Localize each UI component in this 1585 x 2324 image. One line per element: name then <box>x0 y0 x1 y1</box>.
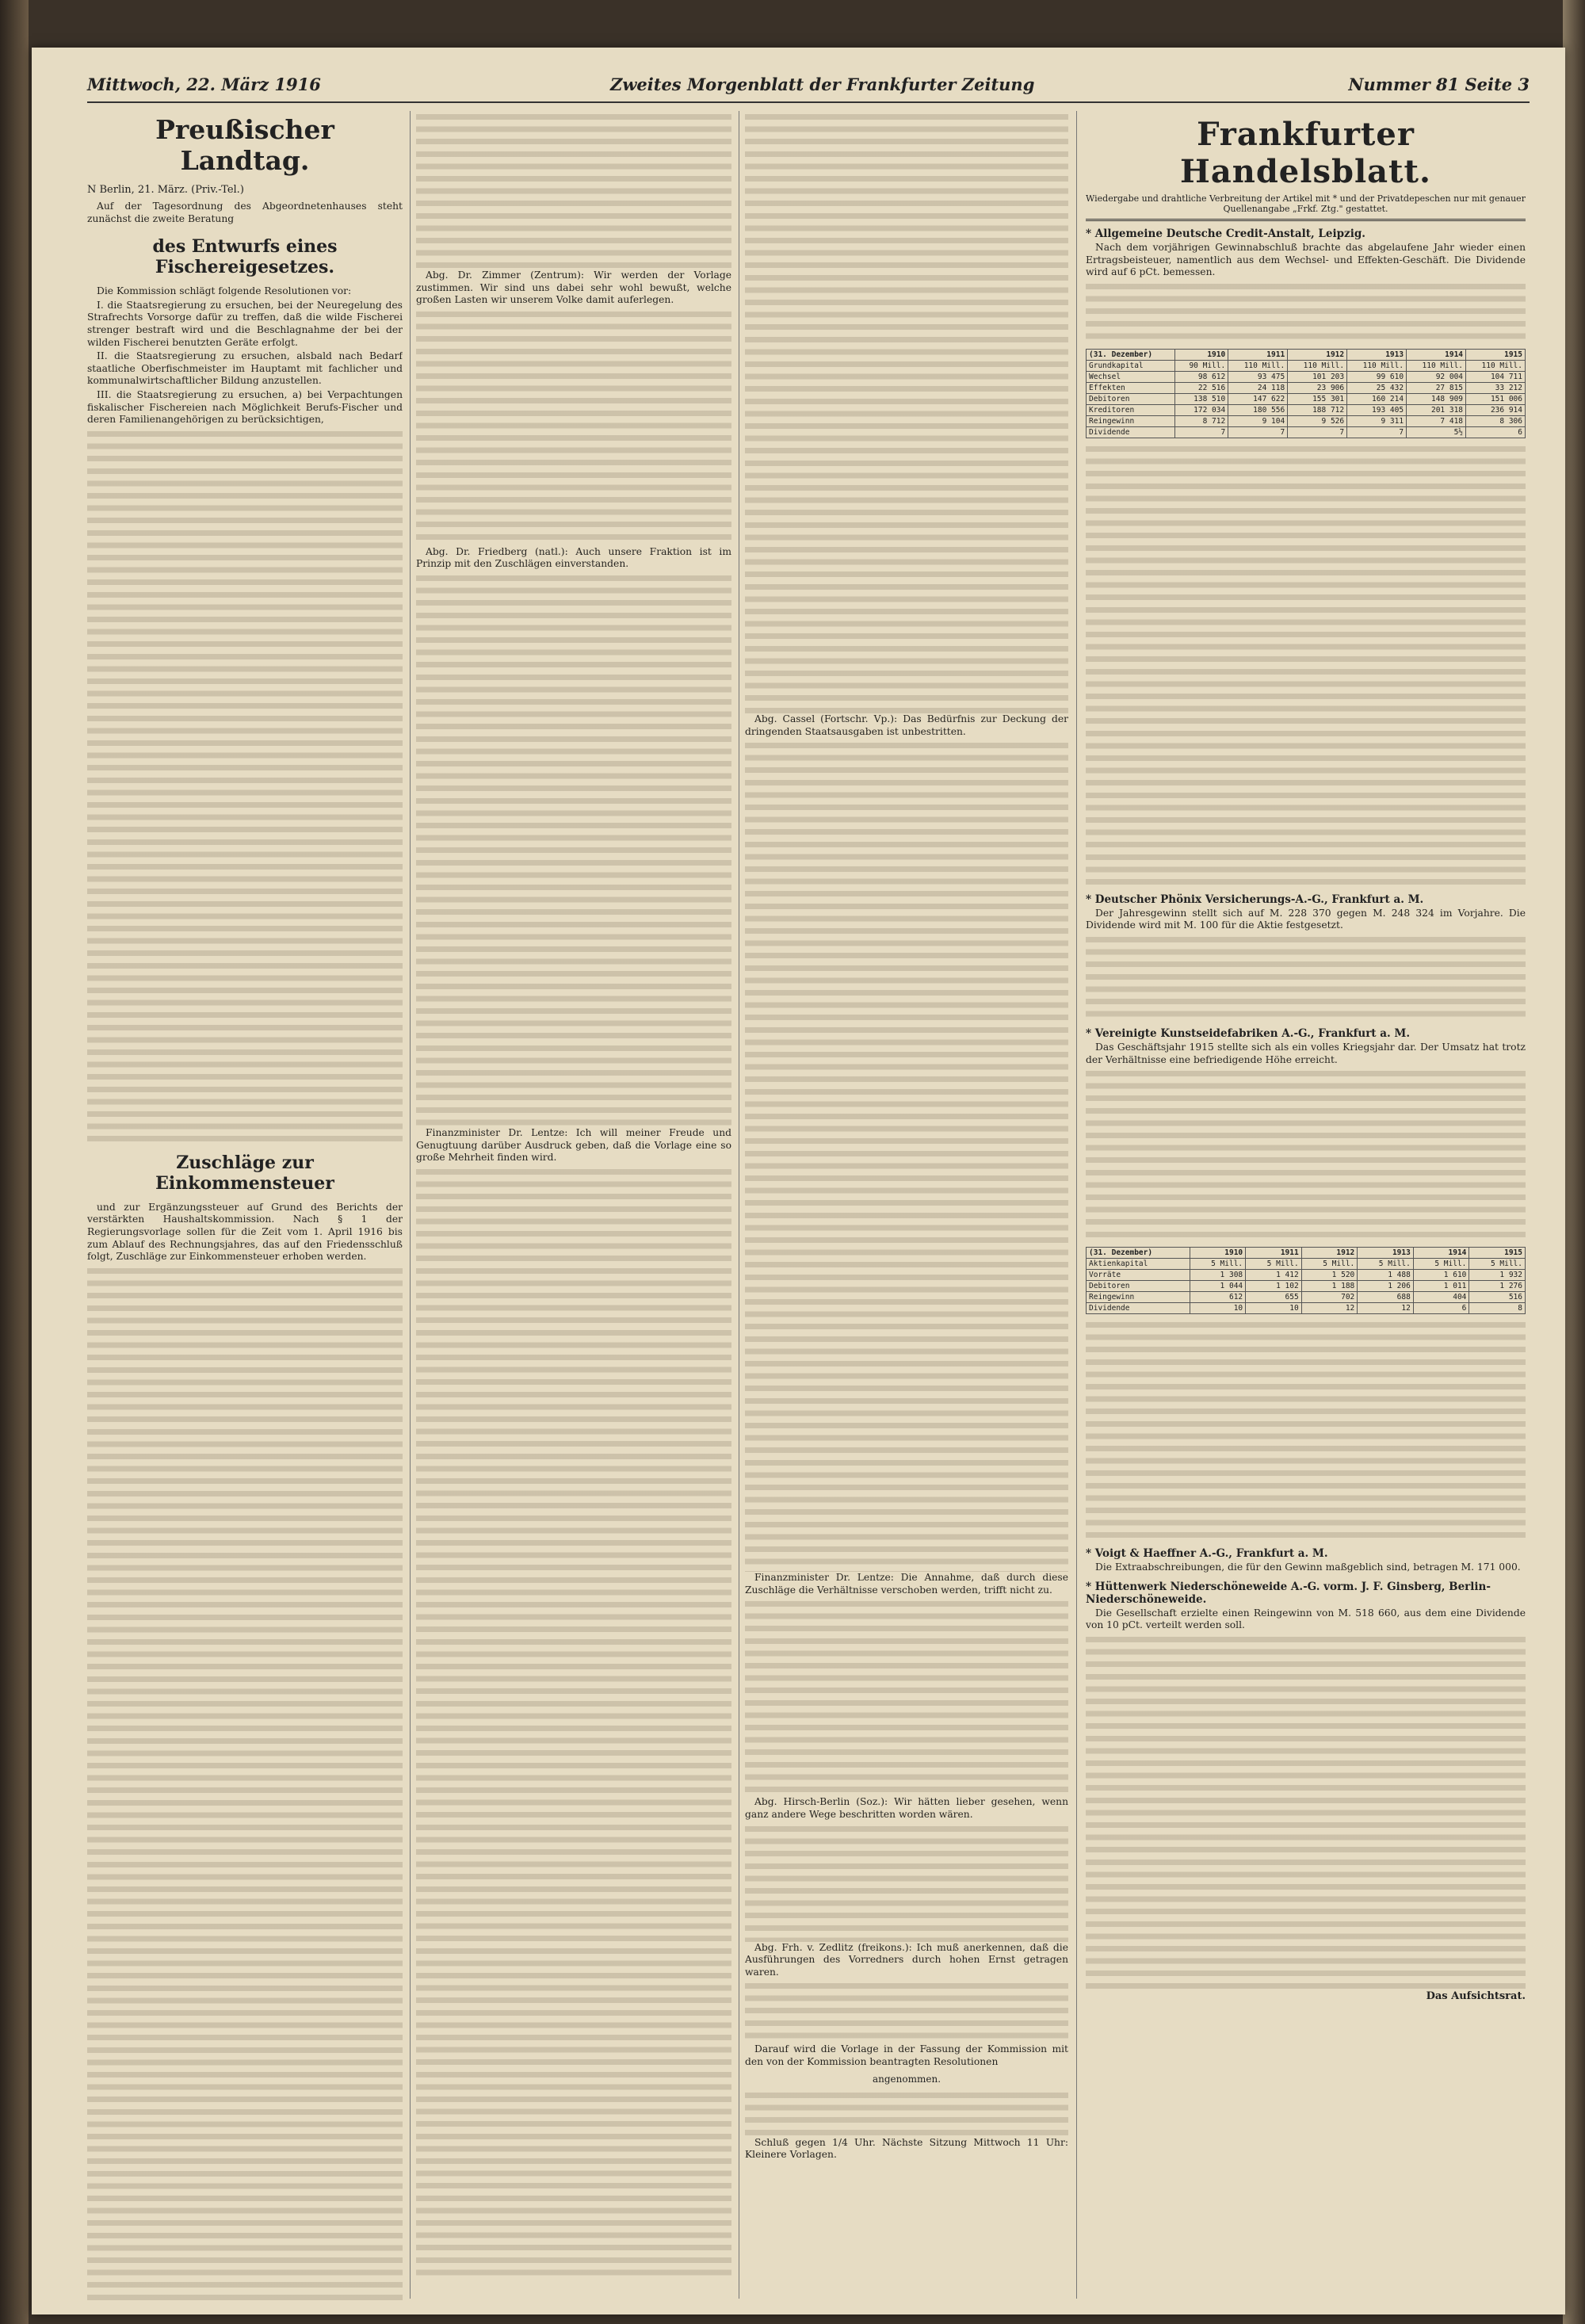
signoff: Das Aufsichtsrat. <box>1426 1990 1526 2002</box>
table-cell: 655 <box>1246 1292 1302 1303</box>
table-cell: 404 <box>1413 1292 1469 1303</box>
table-cell: 612 <box>1190 1292 1246 1303</box>
body-text-block <box>87 428 403 1141</box>
table-cell: 8 <box>1469 1303 1526 1314</box>
body-text-block <box>416 308 731 546</box>
header-page-number: Nummer 81 Seite 3 <box>1348 75 1530 94</box>
table-cell: 1 308 <box>1190 1270 1246 1281</box>
table-cell: 9 311 <box>1347 415 1407 426</box>
table-cell: 1 520 <box>1301 1270 1358 1281</box>
column-1 <box>87 111 403 2307</box>
body-text-block <box>745 2089 1068 2137</box>
table-header-cell: 1914 <box>1407 349 1466 360</box>
financial-table-1 <box>1086 349 1526 438</box>
column-4-handelsblatt <box>1086 111 1526 2307</box>
body-text-block <box>745 1980 1068 2043</box>
paragraph: Die Extraabschreibungen, die für den Gewinn maßgeblich sind, betragen M. 171 000. <box>1095 1561 1521 1573</box>
table-cell: 1 412 <box>1246 1270 1302 1281</box>
table-cell: 148 909 <box>1407 393 1466 404</box>
body-text-block <box>745 111 1068 713</box>
paragraph: Abg. Dr. Friedberg (natl.): Auch unsere Fraktion ist im Prinzip mit den Zuschlägen einverstanden. <box>416 545 731 570</box>
table-cell: 92 004 <box>1407 371 1466 382</box>
paragraph: Nach dem vorjährigen Gewinnabschluß brachte das abgelaufene Jahr wieder einen Ertragsbeisteuer, namentlich aus dem Wechsel- und Effekten-Geschäft. Die Dividende wird auf 6 pCt. bemessen. <box>1086 242 1526 278</box>
table-cell: 10 <box>1190 1303 1246 1314</box>
table-header-cell: 1914 <box>1413 1248 1469 1259</box>
table-cell: Debitoren <box>1087 393 1175 404</box>
column-3 <box>745 111 1068 2307</box>
table-cell: 7 418 <box>1407 415 1466 426</box>
paragraph: Finanzminister Dr. Lentze: Die Annahme, daß durch diese Zuschläge die Verhältnisse verschoben werden, trifft nicht zu. <box>745 1572 1068 1596</box>
table-cell: 1 488 <box>1358 1270 1414 1281</box>
table-cell: 23 906 <box>1288 382 1347 393</box>
table-cell: 98 612 <box>1174 371 1228 382</box>
table-cell: 1 932 <box>1469 1270 1526 1281</box>
body-text-block <box>745 1823 1068 1942</box>
notice-heading: * Deutscher Phönix Versicherungs-A.-G., Frankfurt a. M. <box>1086 893 1424 906</box>
table-row <box>1087 1281 1526 1292</box>
table-row <box>1087 393 1526 404</box>
body-text-block <box>416 1166 731 2276</box>
table-cell: 8 306 <box>1466 415 1526 426</box>
table-cell: 24 118 <box>1228 382 1288 393</box>
table-cell: 172 034 <box>1174 404 1228 415</box>
binding-edge <box>0 0 29 2324</box>
body-text-block <box>416 572 731 1127</box>
table-header-cell: 1910 <box>1174 349 1228 360</box>
financial-table-2 <box>1086 1247 1526 1314</box>
table-row <box>1087 426 1526 438</box>
table-cell: 5 Mill. <box>1413 1259 1469 1270</box>
paragraph: Die Kommission schlägt folgende Resolutionen vor: <box>97 285 352 297</box>
table-cell: 1 044 <box>1190 1281 1246 1292</box>
paragraph: II. die Staatsregierung zu ersuchen, alsbald nach Bedarf staatliche Oberfischmeister im Hauptamt mit fachlicher und kommunalwirtschaftlicher Bildung anzustellen. <box>87 350 403 387</box>
table-cell: 110 Mill. <box>1228 360 1288 371</box>
table-cell: 1 011 <box>1413 1281 1469 1292</box>
table-cell: 1 610 <box>1413 1270 1469 1281</box>
table-cell: Debitoren <box>1087 1281 1190 1292</box>
table-cell: 193 405 <box>1347 404 1407 415</box>
table-header-cell: 1915 <box>1469 1248 1526 1259</box>
table-cell: 25 432 <box>1347 382 1407 393</box>
table-cell: 6 <box>1466 426 1526 438</box>
table-cell: 27 815 <box>1407 382 1466 393</box>
table-cell: 5 Mill. <box>1246 1259 1302 1270</box>
table-cell: 155 301 <box>1288 393 1347 404</box>
table-cell: 110 Mill. <box>1466 360 1526 371</box>
body-text-block <box>1086 1068 1526 1242</box>
table-cell: 180 556 <box>1228 404 1288 415</box>
paragraph: Darauf wird die Vorlage in der Fassung der Kommission mit den von der Kommission beantragten Resolutionen <box>745 2043 1068 2067</box>
paragraph: Abg. Frh. v. Zedlitz (freikons.): Ich muß anerkennen, daß die Ausführungen des Vorredners durch hohen Ernst getragen waren. <box>745 1941 1068 1978</box>
table-cell: 33 212 <box>1466 382 1526 393</box>
table-row <box>1087 1303 1526 1314</box>
table-header-cell: 1915 <box>1466 349 1526 360</box>
paragraph: Auf der Tagesordnung des Abgeordnetenhauses steht zunächst die zweite Beratung <box>87 201 403 224</box>
table-row <box>1087 1259 1526 1270</box>
table-cell: 5 Mill. <box>1301 1259 1358 1270</box>
table-cell: 5½ <box>1407 426 1466 438</box>
table-cell: 7 <box>1174 426 1228 438</box>
notice-heading: * Hüttenwerk Niederschöneweide A.-G. vorm. J. F. Ginsberg, Berlin-Niederschöneweide. <box>1086 1580 1491 1606</box>
table-cell: 10 <box>1246 1303 1302 1314</box>
section-heading: Zuschläge zur Einkommensteuer <box>155 1152 334 1194</box>
paragraph: und zur Ergänzungssteuer auf Grund des Berichts der verstärkten Haushaltskommission. Nach § 1 der Regierungsvorlage sollen für die Zeit vom 1. April 1916 bis zum Ablauf des Rechnungsjahres, das auf den Friedensschluß folgt, Zuschläge zur Einkommensteuer erhoben werden. <box>87 1201 403 1263</box>
table-cell: 8 712 <box>1174 415 1228 426</box>
table-header-cell: 1912 <box>1288 349 1347 360</box>
table-cell: 5 Mill. <box>1469 1259 1526 1270</box>
body-text-block <box>1086 1319 1526 1541</box>
table-cell: Vorräte <box>1087 1270 1190 1281</box>
paragraph: Der Jahresgewinn stellt sich auf M. 228 370 gegen M. 248 324 im Vorjahre. Die Dividende wird mit M. 100 für die Aktie festgesetzt. <box>1086 907 1526 931</box>
body-text-block <box>1086 934 1526 1021</box>
table-row <box>1087 1270 1526 1281</box>
paragraph: III. die Staatsregierung zu ersuchen, a) bei Verpachtungen fiskalischer Fischereien nach Möglichkeit Berufs-Fischer und deren Familienangehörigen zu berücksichtigen, <box>87 388 403 426</box>
table-cell: Kreditoren <box>1087 404 1175 415</box>
body-text-block <box>87 1265 403 2307</box>
table-cell: 101 203 <box>1288 371 1347 382</box>
table-cell: 99 610 <box>1347 371 1407 382</box>
table-cell: 688 <box>1358 1292 1414 1303</box>
table-cell: 104 711 <box>1466 371 1526 382</box>
column-rule <box>1076 111 1077 2299</box>
section-heading: des Entwurfs eines Fischereigesetzes. <box>152 236 338 278</box>
table-cell: Reingewinn <box>1087 1292 1190 1303</box>
table-cell: 93 475 <box>1228 371 1288 382</box>
table-row <box>1087 371 1526 382</box>
table-cell: 201 318 <box>1407 404 1466 415</box>
paragraph: I. die Staatsregierung zu ersuchen, bei der Neuregelung des Strafrechts Vorsorge dafür zu treffen, daß die wilde Fischerei strenger bestraft wird und die Beschlagnahme der bei der wilden Fischerei benutzten Geräte erfolgt. <box>87 299 403 348</box>
table-cell: 12 <box>1301 1303 1358 1314</box>
page-header <box>87 70 1530 103</box>
header-date: Mittwoch, 22. März 1916 <box>87 75 321 94</box>
article-title: Preußischer Landtag. <box>155 114 334 176</box>
table-cell: 160 214 <box>1347 393 1407 404</box>
table-row <box>1087 382 1526 393</box>
table-cell: 22 516 <box>1174 382 1228 393</box>
table-header-cell: (31. Dezember) <box>1087 349 1175 360</box>
table-cell: 5 Mill. <box>1358 1259 1414 1270</box>
table-header-cell: 1913 <box>1358 1248 1414 1259</box>
paragraph: Schluß gegen 1/4 Uhr. Nächste Sitzung Mittwoch 11 Uhr: Kleinere Vorlagen. <box>745 2136 1068 2161</box>
table-row <box>1087 1292 1526 1303</box>
table-cell: 702 <box>1301 1292 1358 1303</box>
table-cell: 9 526 <box>1288 415 1347 426</box>
table-cell: 12 <box>1358 1303 1414 1314</box>
table-cell: 147 622 <box>1228 393 1288 404</box>
table-cell: 5 Mill. <box>1190 1259 1246 1270</box>
table-cell: 7 <box>1288 426 1347 438</box>
column-2 <box>416 111 731 2307</box>
masthead-note: Wiedergabe und drahtliche Verbreitung der Artikel mit * und der Privatdepeschen nur mit genauer Quellenangabe „Frkf. Ztg." gestattet. <box>1086 193 1526 221</box>
paragraph: Die Gesellschaft erzielte einen Reingewinn von M. 518 660, aus dem eine Dividende von 10 pCt. verteilt werden soll. <box>1086 1607 1526 1631</box>
dateline: N Berlin, 21. März. (Priv.-Tel.) <box>87 184 244 196</box>
table-cell: 7 <box>1228 426 1288 438</box>
table-cell: Effekten <box>1087 382 1175 393</box>
table-header-cell: 1911 <box>1228 349 1288 360</box>
paragraph: Abg. Cassel (Fortschr. Vp.): Das Bedürfnis zur Deckung der dringenden Staatsausgaben ist unbestritten. <box>745 713 1068 737</box>
table-cell: 110 Mill. <box>1407 360 1466 371</box>
table-cell: 236 914 <box>1466 404 1526 415</box>
table-cell: Dividende <box>1087 426 1175 438</box>
notice-heading: * Allgemeine Deutsche Credit-Anstalt, Leipzig. <box>1086 227 1365 240</box>
body-text-block <box>1086 281 1526 344</box>
paragraph: Finanzminister Dr. Lentze: Ich will meiner Freude und Genugtuung darüber Ausdruck geben, daß die Vorlage eine so große Mehrheit finden wird. <box>416 1126 731 1164</box>
table-cell: 110 Mill. <box>1288 360 1347 371</box>
table-cell: Dividende <box>1087 1303 1190 1314</box>
table-cell: 7 <box>1347 426 1407 438</box>
paragraph: Das Geschäftsjahr 1915 stellte sich als ein volles Kriegsjahr dar. Der Umsatz hat trotz der Verhältnisse eine befriedigende Höhe erreicht. <box>1086 1041 1526 1065</box>
notice-heading: * Vereinigte Kunstseidefabriken A.-G., Frankfurt a. M. <box>1086 1026 1411 1040</box>
table-header-cell: 1910 <box>1190 1248 1246 1259</box>
table-header-cell: 1912 <box>1301 1248 1358 1259</box>
table-cell: 1 206 <box>1358 1281 1414 1292</box>
table-cell: 110 Mill. <box>1347 360 1407 371</box>
table-row <box>1087 415 1526 426</box>
table-cell: Grundkapital <box>1087 360 1175 371</box>
table-cell: 188 712 <box>1288 404 1347 415</box>
table-header-cell: 1913 <box>1347 349 1407 360</box>
table-cell: 1 276 <box>1469 1281 1526 1292</box>
body-text-block <box>1086 443 1526 887</box>
table-cell: 1 188 <box>1301 1281 1358 1292</box>
body-text-block <box>416 111 731 269</box>
paragraph: Abg. Dr. Zimmer (Zentrum): Wir werden der Vorlage zustimmen. Wir sind uns dabei sehr wohl bewußt, welche großen Lasten wir unserem Volke damit auferlegen. <box>416 269 731 306</box>
table-cell: 6 <box>1413 1303 1469 1314</box>
table-cell: Wechsel <box>1087 371 1175 382</box>
table-cell: 1 102 <box>1246 1281 1302 1292</box>
table-cell: 516 <box>1469 1292 1526 1303</box>
header-edition: Zweites Morgenblatt der Frankfurter Zeitung <box>610 75 1035 94</box>
body-text-block <box>745 740 1068 1572</box>
table-cell: 138 510 <box>1174 393 1228 404</box>
column-rule <box>410 111 411 2299</box>
table-row <box>1087 404 1526 415</box>
table-cell: 151 006 <box>1466 393 1526 404</box>
table-cell: Reingewinn <box>1087 415 1175 426</box>
table-header-cell: 1911 <box>1246 1248 1302 1259</box>
newspaper-page <box>32 48 1565 2314</box>
table-row <box>1087 360 1526 371</box>
accepted-label: angenommen. <box>872 2073 941 2085</box>
table-cell: Aktienkapital <box>1087 1259 1190 1270</box>
table-cell: 9 104 <box>1228 415 1288 426</box>
table-header-cell: (31. Dezember) <box>1087 1248 1190 1259</box>
body-text-block <box>1086 1634 1526 1990</box>
section-masthead: Frankfurter Handelsblatt. <box>1180 116 1431 190</box>
paragraph: Abg. Hirsch-Berlin (Soz.): Wir hätten lieber gesehen, wenn ganz andere Wege beschritten worden wären. <box>745 1796 1068 1820</box>
notice-heading: * Voigt & Haeffner A.-G., Frankfurt a. M. <box>1086 1547 1328 1561</box>
body-text-block <box>745 1598 1068 1796</box>
table-cell: 90 Mill. <box>1174 360 1228 371</box>
page-edge-shadow <box>1563 0 1585 2324</box>
